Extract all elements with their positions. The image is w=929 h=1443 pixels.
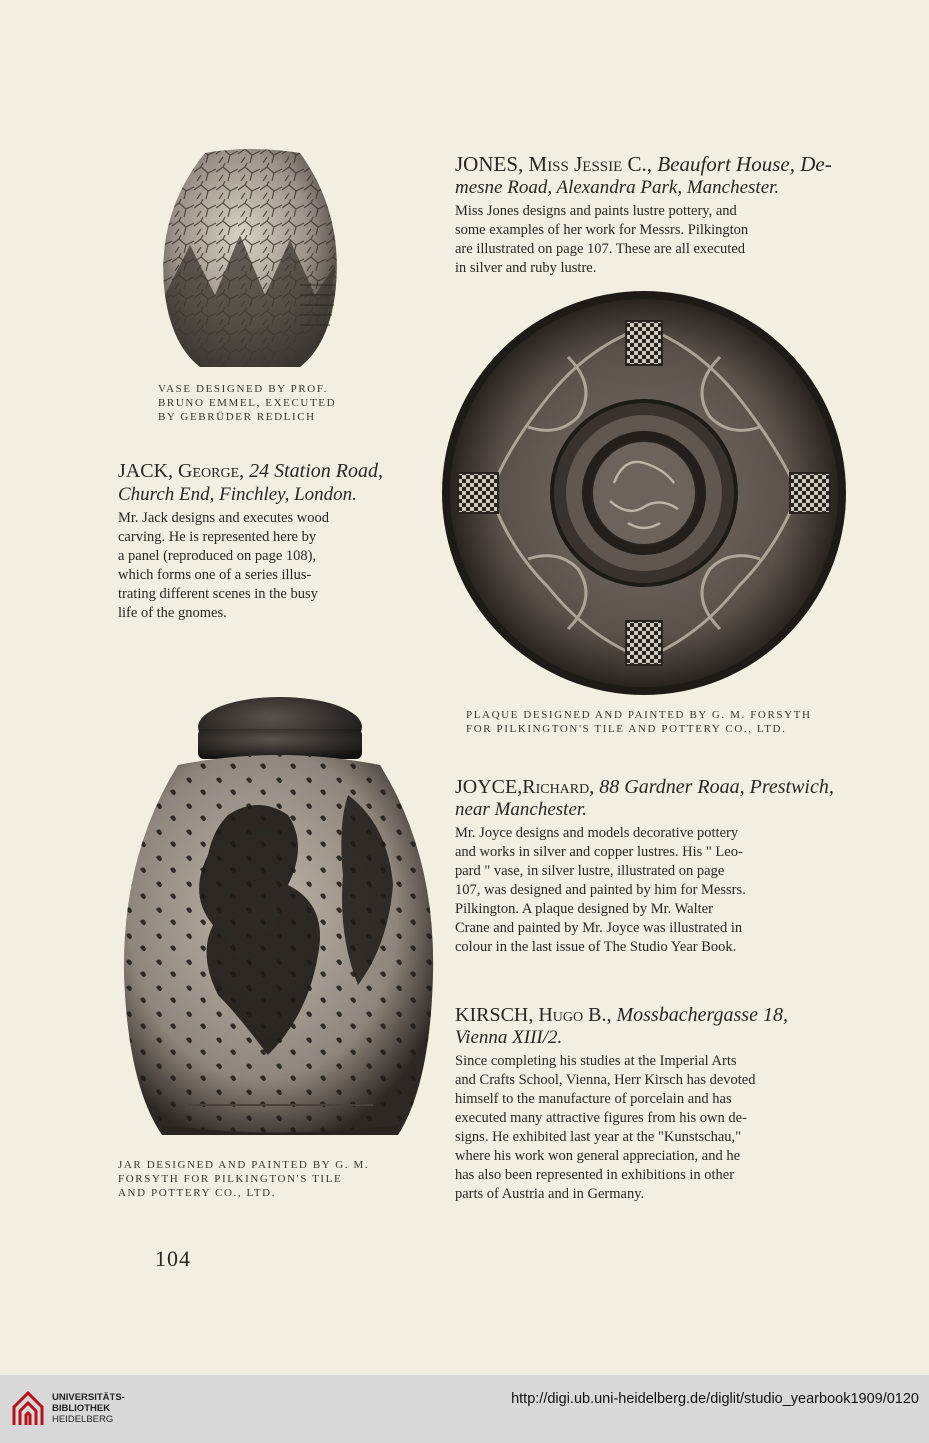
caption-line: BRUNO EMMEL, EXECUTED bbox=[158, 397, 337, 409]
surname: JONES, bbox=[455, 152, 524, 176]
text-line: some examples of her work for Messrs. Pilkington bbox=[455, 222, 749, 238]
text-line: Mr. Joyce designs and models decorative pottery bbox=[455, 825, 739, 841]
address: 88 Gardner Roaa, Prestwich, bbox=[599, 776, 834, 798]
vase-caption bbox=[158, 382, 358, 424]
text-line: colour in the last issue of The Studio Year Book. bbox=[455, 939, 737, 955]
text-line: are illustrated on page 107. These are all executed bbox=[455, 241, 746, 257]
plaque-image bbox=[438, 287, 850, 699]
entry-heading-cont bbox=[455, 177, 841, 199]
caption-line: PLAQUE DESIGNED AND PAINTED BY G. M. FORSYTH bbox=[466, 709, 812, 721]
jar-caption bbox=[118, 1158, 388, 1200]
source-url-link[interactable]: http://digi.ub.uni-heidelberg.de/diglit/studio_yearbook1909/0120 bbox=[511, 1391, 919, 1407]
entry-text bbox=[455, 202, 841, 278]
address: 24 Station Road, bbox=[249, 460, 384, 482]
text-line: 107, was designed and painted by him for Messrs. bbox=[455, 882, 746, 898]
entry-heading bbox=[455, 776, 841, 798]
text-line: Since completing his studies at the Imperial Arts bbox=[455, 1053, 737, 1069]
vase-image bbox=[150, 145, 350, 375]
jar-image bbox=[118, 695, 438, 1150]
entry-joyce bbox=[455, 776, 841, 957]
caption-line: FORSYTH FOR PILKINGTON'S TILE bbox=[118, 1173, 343, 1185]
library-logo[interactable] bbox=[10, 1385, 125, 1431]
text-line: in silver and ruby lustre. bbox=[455, 260, 597, 276]
text-line: where his work won general appreciation, and he bbox=[455, 1148, 741, 1164]
text-line: executed many attractive figures from his own de- bbox=[455, 1110, 747, 1126]
surname: JACK, bbox=[118, 460, 174, 482]
entry-text bbox=[455, 1052, 841, 1204]
text-line: and works in silver and copper lustres. His " Leo- bbox=[455, 844, 743, 860]
text-line: Crane and painted by Mr. Joyce was illustrated in bbox=[455, 920, 743, 936]
entry-heading bbox=[455, 1004, 841, 1026]
caption-line: BY GEBRÜDER REDLICH bbox=[158, 411, 316, 423]
entry-heading-cont bbox=[118, 484, 406, 506]
text-line: and Crafts School, Vienna, Herr Kirsch has devoted bbox=[455, 1072, 756, 1088]
entry-heading bbox=[118, 460, 406, 482]
caption-line: JAR DESIGNED AND PAINTED BY G. M. bbox=[118, 1159, 370, 1171]
text-line: pard " vase, in silver lustre, illustrated on page bbox=[455, 863, 725, 879]
address: Church End, Finchley, London. bbox=[118, 484, 357, 505]
caption-line: AND POTTERY CO., LTD. bbox=[118, 1187, 277, 1199]
logo-line-3: HEIDELBERG bbox=[52, 1414, 114, 1425]
text-line: Mr. Jack designs and executes wood bbox=[118, 510, 330, 526]
surname: KIRSCH, bbox=[455, 1004, 534, 1026]
text-line: signs. He exhibited last year at the "Kunstschau," bbox=[455, 1129, 742, 1145]
entry-heading bbox=[455, 153, 841, 175]
text-line: Miss Jones designs and paints lustre pottery, and bbox=[455, 203, 737, 219]
forename: George, bbox=[178, 460, 245, 482]
text-line: parts of Austria and in Germany. bbox=[455, 1186, 645, 1202]
text-line: life of the gnomes. bbox=[118, 605, 227, 621]
entry-jack bbox=[118, 460, 406, 623]
entry-jones bbox=[455, 153, 841, 278]
entry-heading-cont bbox=[455, 1027, 841, 1049]
text-line: has also been represented in exhibitions in other bbox=[455, 1167, 735, 1183]
plaque-caption bbox=[466, 708, 846, 736]
entry-heading-cont bbox=[455, 799, 841, 821]
address: Vienna XIII/2. bbox=[455, 1027, 563, 1048]
page-number: 104 bbox=[155, 1246, 191, 1271]
caption-line: VASE DESIGNED BY PROF. bbox=[158, 383, 329, 395]
surname: JOYCE, bbox=[455, 776, 523, 798]
text-line: which forms one of a series illus- bbox=[118, 567, 312, 583]
entry-text bbox=[118, 509, 406, 623]
text-line: carving. He is represented here by bbox=[118, 529, 317, 545]
forename: Hugo B., bbox=[538, 1004, 612, 1026]
address: Beaufort House, De- bbox=[657, 152, 832, 176]
entry-text bbox=[455, 824, 841, 957]
logo-line-2: BIBLIOTHEK bbox=[52, 1403, 111, 1414]
forename: Richard, bbox=[522, 776, 595, 798]
caption-line: FOR PILKINGTON'S TILE AND POTTERY CO., LTD. bbox=[466, 723, 787, 735]
library-logo-icon bbox=[10, 1385, 46, 1431]
address: near Manchester. bbox=[455, 799, 587, 820]
address: Mossbachergasse 18, bbox=[616, 1004, 788, 1026]
text-line: Pilkington. A plaque designed by Mr. Walter bbox=[455, 901, 713, 917]
entry-kirsch bbox=[455, 1004, 841, 1204]
forename: Miss Jessie C., bbox=[528, 152, 653, 176]
text-line: trating different scenes in the busy bbox=[118, 586, 318, 602]
address: mesne Road, Alexandra Park, Manchester. bbox=[455, 177, 780, 198]
text-line: himself to the manufacture of porcelain and has bbox=[455, 1091, 732, 1107]
footer-bar bbox=[0, 1375, 929, 1443]
text-line: a panel (reproduced on page 108), bbox=[118, 548, 317, 564]
logo-line-1: UNIVERSITÄTS- bbox=[52, 1392, 125, 1403]
